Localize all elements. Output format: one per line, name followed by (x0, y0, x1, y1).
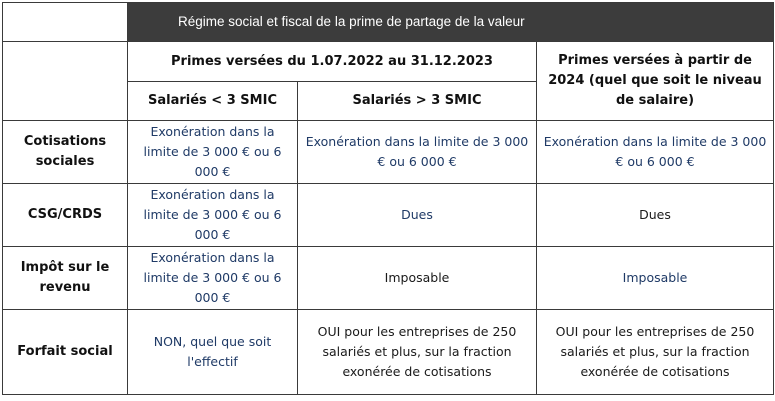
cell-impot-under-3-smic: Exonération dans la limite de 3 000 € ou 6 000 € (128, 247, 298, 310)
cell-cotisations-over-3-smic: Exonération dans la limite de 3 000 € ou 6 000 € (298, 121, 537, 184)
header-period-1: Primes versées du 1.07.2022 au 31.12.2023 (128, 42, 537, 82)
cell-forfait-2024: OUI pour les entreprises de 250 salariés et plus, sur la fraction exonérée de cotisations (537, 310, 774, 395)
row-label-cotisations: Cotisations sociales (3, 121, 128, 184)
header-row-1 (3, 42, 774, 82)
corner-cell-empty (3, 42, 128, 121)
header-sub-under-3-smic: Salariés < 3 SMIC (128, 82, 298, 121)
cell-impot-2024: Imposable (537, 247, 774, 310)
header-sub-over-3-smic: Salariés > 3 SMIC (298, 82, 537, 121)
cell-forfait-under-3-smic: NON, quel que soit l'effectif (128, 310, 298, 395)
table-title-row (3, 3, 774, 42)
table-row-cotisations (3, 121, 774, 184)
row-label-forfait-social: Forfait social (3, 310, 128, 395)
cell-csg-under-3-smic: Exonération dans la limite de 3 000 € ou 6 000 € (128, 184, 298, 247)
cell-csg-2024: Dues (537, 184, 774, 247)
table-row-impot (3, 247, 774, 310)
cell-csg-over-3-smic: Dues (298, 184, 537, 247)
table-row-forfait-social (3, 310, 774, 395)
row-label-impot: Impôt sur le revenu (3, 247, 128, 310)
header-period-2: Primes versées à partir de 2024 (quel que soit le niveau de salaire) (537, 42, 774, 121)
table-title: Régime social et fiscal de la prime de partage de la valeur (128, 3, 774, 42)
cell-forfait-over-3-smic: OUI pour les entreprises de 250 salariés et plus, sur la fraction exonérée de cotisations (298, 310, 537, 395)
table-row-csg-crds (3, 184, 774, 247)
prime-partage-valeur-table (2, 2, 774, 395)
cell-impot-over-3-smic: Imposable (298, 247, 537, 310)
cell-cotisations-2024: Exonération dans la limite de 3 000 € ou 6 000 € (537, 121, 774, 184)
row-label-csg-crds: CSG/CRDS (3, 184, 128, 247)
corner-cell (3, 3, 128, 42)
cell-cotisations-under-3-smic: Exonération dans la limite de 3 000 € ou 6 000 € (128, 121, 298, 184)
